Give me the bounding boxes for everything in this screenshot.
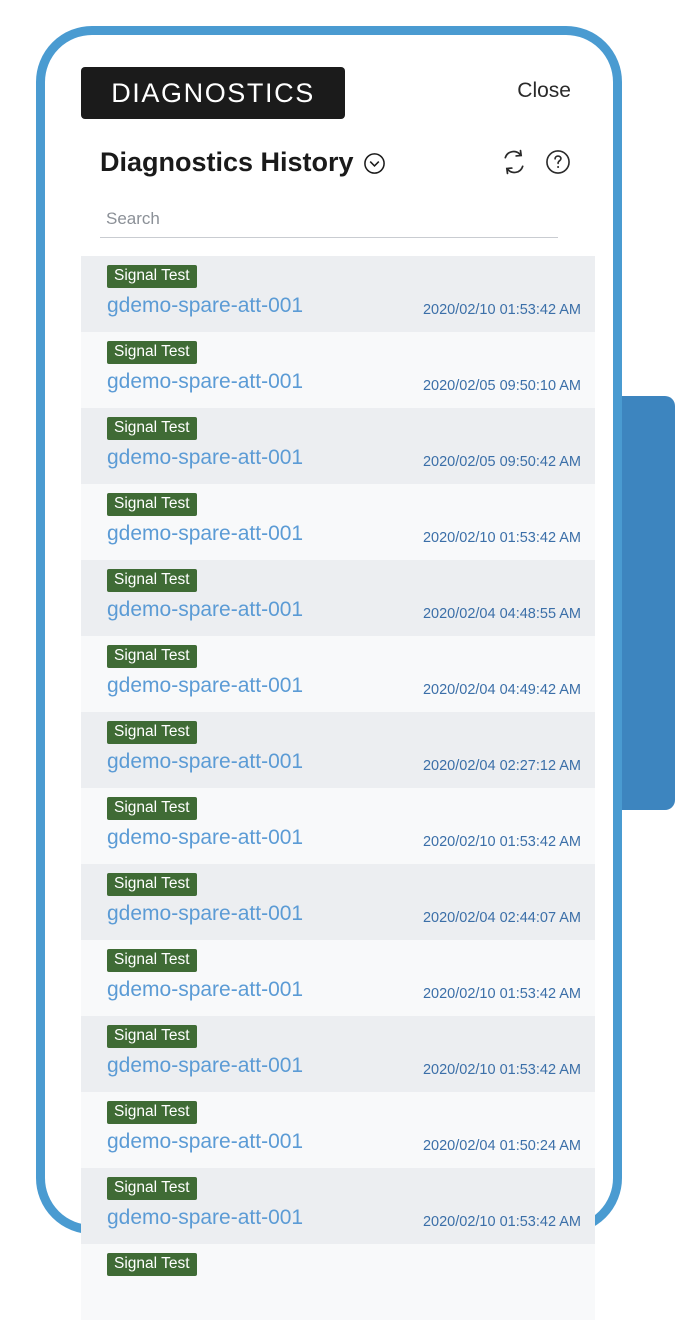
device-name-link[interactable]: gdemo-spare-att-001 [107,902,304,925]
refresh-icon[interactable] [501,149,527,175]
list-item[interactable] [81,1092,595,1168]
app-logo-label: DIAGNOSTICS [111,77,315,108]
timestamp-label: 2020/02/04 04:48:55 AM [422,606,581,622]
device-name-link[interactable]: gdemo-spare-att-001 [107,978,304,1001]
status-badge: Signal Test [107,949,197,972]
timestamp-label: 2020/02/04 02:44:07 AM [422,910,581,926]
status-badge: Signal Test [107,341,197,364]
status-badge: Signal Test [107,873,197,896]
status-badge: Signal Test [107,569,197,592]
timestamp-label: 2020/02/10 01:53:42 AM [422,1062,581,1078]
timestamp-label: 2020/02/04 04:49:42 AM [422,682,581,698]
status-badge: Signal Test [107,797,197,820]
device-name-link[interactable]: gdemo-spare-att-001 [107,1206,304,1229]
timestamp-label: 2020/02/04 01:50:24 AM [422,1138,581,1154]
panel-title-row [45,147,613,191]
timestamp-label: 2020/02/10 01:53:42 AM [422,530,581,546]
status-badge: Signal Test [107,721,197,744]
page-title-label: Diagnostics History [100,147,354,177]
timestamp-label: 2020/02/10 01:53:42 AM [422,986,581,1002]
status-badge: Signal Test [107,645,197,668]
phone-device-frame [36,26,622,1272]
list-item[interactable] [81,636,595,712]
list-item[interactable] [81,560,595,636]
app-logo [81,67,345,119]
device-name-link[interactable]: gdemo-spare-att-001 [107,1054,304,1077]
panel-actions [501,149,571,175]
list-item[interactable] [81,712,595,788]
status-badge: Signal Test [107,417,197,440]
list-item[interactable] [81,940,595,1016]
list-item[interactable] [81,256,595,332]
status-badge: Signal Test [107,265,197,288]
device-name-link[interactable]: gdemo-spare-att-001 [107,674,304,697]
status-badge: Signal Test [107,1025,197,1048]
list-item[interactable] [81,408,595,484]
timestamp-label: 2020/02/10 01:53:42 AM [422,1214,581,1230]
app-header [45,35,613,121]
search-input[interactable] [100,209,558,237]
page-title [100,147,386,178]
list-item[interactable] [81,788,595,864]
device-name-link[interactable]: gdemo-spare-att-001 [107,446,304,469]
status-badge: Signal Test [107,1253,197,1276]
list-item[interactable] [81,864,595,940]
list-item[interactable] [81,332,595,408]
timestamp-label: 2020/02/05 09:50:10 AM [422,378,581,394]
list-item[interactable] [81,1244,595,1320]
timestamp-label: 2020/02/10 01:53:42 AM [422,302,581,318]
status-badge: Signal Test [107,493,197,516]
diagnostics-history-list[interactable] [81,256,595,1320]
timestamp-label: 2020/02/10 01:53:42 AM [422,834,581,850]
chevron-down-circle-icon[interactable] [363,151,386,174]
device-name-link[interactable]: gdemo-spare-att-001 [107,826,304,849]
status-badge: Signal Test [107,1101,197,1124]
device-name-link[interactable]: gdemo-spare-att-001 [107,294,304,317]
device-name-link[interactable]: gdemo-spare-att-001 [107,1130,304,1153]
help-circle-icon[interactable] [545,149,571,175]
device-name-link[interactable]: gdemo-spare-att-001 [107,598,304,621]
device-name-link[interactable]: gdemo-spare-att-001 [107,370,304,393]
search-field-wrapper[interactable] [100,209,558,238]
timestamp-label: 2020/02/05 09:50:42 AM [422,454,581,470]
timestamp-label: 2020/02/04 02:27:12 AM [422,758,581,774]
device-name-link[interactable]: gdemo-spare-att-001 [107,522,304,545]
list-item[interactable] [81,1016,595,1092]
close-button[interactable]: Close [517,79,571,102]
list-item[interactable] [81,1168,595,1244]
status-badge: Signal Test [107,1177,197,1200]
list-item[interactable] [81,484,595,560]
device-name-link[interactable]: gdemo-spare-att-001 [107,750,304,773]
phone-screen [45,35,613,1272]
